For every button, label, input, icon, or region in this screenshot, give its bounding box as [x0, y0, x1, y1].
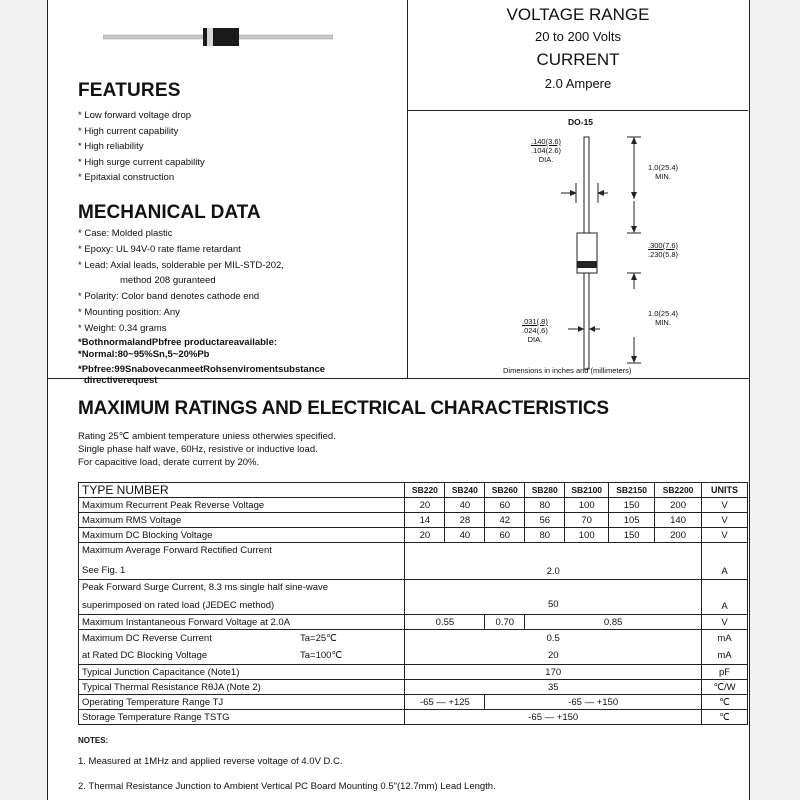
unit-cell: V [702, 498, 748, 513]
table-row [79, 695, 748, 710]
table-row [79, 630, 748, 665]
mechanical-item: *Pbfree:99SnabovecanmeetRohsenviromentsubstance [78, 363, 326, 375]
cell-value-line: 20 [547, 650, 559, 661]
unit-cell: ℃/W [702, 680, 748, 695]
wire-dia-min: .024(.6) [522, 326, 548, 335]
row-label: Storage Temperature Range TSTG [79, 710, 405, 725]
cell-value: 150 [609, 498, 655, 513]
cell-value: -65 — +150 [485, 695, 702, 710]
cell-value [405, 630, 702, 665]
cell-value: 60 [485, 498, 525, 513]
dia-label: DIA. [527, 335, 543, 344]
row-label [79, 543, 405, 580]
mechanical-list [78, 226, 325, 386]
cell-value: 140 [655, 513, 702, 528]
bottom-lead-length [648, 309, 678, 327]
row-label-line: See Fig. 1 [82, 565, 126, 576]
package-outline [408, 111, 748, 377]
mechanical-item: *Normal:80~95%Sn,5~20%Pb [78, 348, 210, 360]
unit-cell: ℃ [702, 695, 748, 710]
row-label: Maximum DC Blocking Voltage [79, 528, 405, 543]
row-label: Typical Thermal Resistance RθJA (Note 2) [79, 680, 405, 695]
body-length-max: .300(7.6) [648, 241, 679, 250]
feature-item: * High reliability [78, 141, 144, 152]
row-label-line: Maximum DC Reverse Current [82, 633, 212, 644]
unit-line: mA [717, 650, 732, 661]
wire-dia-max: .031(.8) [522, 317, 548, 326]
datasheet-page [47, 0, 750, 800]
row-label: Operating Temperature Range TJ [79, 695, 405, 710]
table-row [79, 680, 748, 695]
top-lead-length [648, 163, 678, 181]
cell-value: 50 [405, 580, 702, 615]
units-header: UNITS [702, 483, 748, 498]
cell-value: 80 [525, 498, 565, 513]
cell-value: 170 [405, 665, 702, 680]
mechanical-title: MECHANICAL DATA [78, 202, 261, 223]
cell-value: 100 [565, 498, 609, 513]
mechanical-item: * Case: Molded plastic [78, 228, 173, 239]
cell-value: 14 [405, 513, 445, 528]
package-name: DO-15 [568, 117, 594, 127]
cell-value: 35 [405, 680, 702, 695]
model-header: SB280 [525, 483, 565, 498]
lead-length-value: 1.0(25.4) [648, 309, 679, 318]
feature-item: * Low forward voltage drop [78, 110, 192, 121]
model-header: SB260 [485, 483, 525, 498]
unit-cell: V [702, 528, 748, 543]
model-header: SB2200 [655, 483, 702, 498]
features-list [78, 108, 205, 186]
condition-label: Ta=25℃ [300, 633, 337, 644]
row-label: Maximum Recurrent Peak Reverse Voltage [79, 498, 405, 513]
table-row [79, 615, 748, 630]
cell-value: 0.85 [525, 615, 702, 630]
current-value: 2.0 Ampere [544, 76, 612, 91]
max-ratings-title: MAXIMUM RATINGS AND ELECTRICAL CHARACTERISTICS [78, 398, 609, 419]
unit-cell: ℃ [702, 710, 748, 725]
cell-value: 0.55 [405, 615, 485, 630]
mechanical-item: *BothnormalandPbfree productareavailable: [78, 336, 278, 348]
cell-value: 200 [655, 498, 702, 513]
cell-value: 20 [405, 528, 445, 543]
unit-cell [702, 630, 748, 665]
feature-item: * High surge current capability [78, 156, 205, 168]
cell-value: 100 [565, 528, 609, 543]
row-label [79, 630, 405, 665]
mechanical-item: method 208 guranteed [120, 275, 216, 287]
features-title: FEATURES [78, 80, 181, 101]
unit-cell: V [702, 513, 748, 528]
cell-value: 28 [445, 513, 485, 528]
row-label-line: Peak Forward Surge Current, 8.3 ms single half sine-wave [82, 582, 329, 593]
row-label: Maximum RMS Voltage [79, 513, 405, 528]
cell-value-line: 0.5 [546, 633, 560, 644]
table-row [79, 543, 748, 580]
table-row [79, 528, 748, 543]
dia-label: DIA. [538, 155, 554, 164]
cell-value: 42 [485, 513, 525, 528]
mechanical-item: * Polarity: Color band denotes cathode end [78, 291, 260, 303]
cell-value: -65 — +150 [405, 710, 702, 725]
cell-value: -65 — +125 [405, 695, 485, 710]
table-row [79, 665, 748, 680]
rating-line: For capacitive load, derate current by 20%. [78, 457, 260, 468]
cell-value: 150 [609, 528, 655, 543]
unit-cell: pF [702, 665, 748, 680]
notes-section [78, 736, 496, 792]
feature-item: * Epitaxial construction [78, 172, 175, 183]
cell-value: 40 [445, 528, 485, 543]
unit-cell: V [702, 615, 748, 630]
cell-value: 105 [609, 513, 655, 528]
rating-line: Rating 25℃ ambient temperature uniess otherwies specified. [78, 431, 336, 442]
wire-dia-dimension [522, 317, 548, 344]
rating-conditions [78, 430, 336, 469]
table-row [79, 580, 748, 615]
unit-cell: A [702, 543, 748, 580]
cell-value: 60 [485, 528, 525, 543]
row-label: Typical Junction Capacitance (Note1) [79, 665, 405, 680]
mechanical-item: * Epoxy: UL 94V-0 rate flame retardant [78, 243, 241, 255]
note-item: 2. Thermal Resistance Junction to Ambient Vertical PC Board Mounting 0.5"(12.7mm) Lead Length. [78, 781, 496, 792]
rating-line: Single phase half wave, 60Hz, resistive or inductive load. [78, 444, 318, 455]
lead-length-min: MIN. [655, 318, 671, 327]
mechanical-item: * Mounting position: Any [78, 306, 180, 318]
row-label-line: superimposed on rated load (JEDEC method) [82, 600, 275, 611]
lead-dia-dimension [531, 137, 561, 164]
diode-image [103, 24, 333, 52]
voltage-range-value: 20 to 200 Volts [534, 29, 621, 44]
voltage-range-title: VOLTAGE RANGE [506, 5, 650, 24]
unit-cell: A [702, 580, 748, 615]
table-row [79, 710, 748, 725]
notes-title: NOTES: [78, 736, 109, 745]
cell-value: 56 [525, 513, 565, 528]
cell-value: 40 [445, 498, 485, 513]
lead-dia-min: .104(2.6) [531, 146, 562, 155]
mechanical-item: directiverequest [84, 374, 158, 386]
model-header: SB2100 [565, 483, 609, 498]
type-number-header: TYPE NUMBER [79, 483, 405, 498]
unit-line: mA [717, 633, 732, 644]
cell-value: 70 [565, 513, 609, 528]
model-header: SB240 [445, 483, 485, 498]
model-header: SB220 [405, 483, 445, 498]
cell-value: 200 [655, 528, 702, 543]
lead-dia-max: .140(3.6) [531, 137, 562, 146]
row-label-line: at Rated DC Blocking Voltage [82, 650, 208, 661]
lead-length-value: 1.0(25.4) [648, 163, 679, 172]
cell-value: 80 [525, 528, 565, 543]
lead-length-min: MIN. [655, 172, 671, 181]
note-item: 1. Measured at 1MHz and applied reverse voltage of 4.0V D.C. [78, 756, 343, 767]
current-title: CURRENT [536, 50, 620, 69]
row-label: Maximum Instantaneous Forward Voltage at 2.0A [79, 615, 405, 630]
model-header: SB2150 [609, 483, 655, 498]
row-label-line: Maximum Average Forward Rectified Current [82, 545, 272, 556]
dimensions-caption: Dimensions in inches and (millimeters) [503, 366, 632, 375]
cell-value: 20 [405, 498, 445, 513]
cell-value: 2.0 [405, 543, 702, 580]
table-header-row [79, 483, 748, 498]
condition-label: Ta=100℃ [300, 650, 343, 661]
electrical-characteristics-table [78, 482, 748, 725]
table-row [79, 498, 748, 513]
body-length-min: .230(5.8) [648, 250, 679, 259]
body-length [648, 241, 678, 259]
mechanical-item: * Weight: 0.34 grams [78, 322, 167, 334]
table-row [79, 513, 748, 528]
package-drawing [408, 111, 748, 377]
row-label [79, 580, 405, 615]
mechanical-item: * Lead: Axial leads, solderable per MIL-STD-202, [78, 259, 284, 271]
feature-item: * High current capability [78, 125, 179, 137]
cell-value: 0.70 [485, 615, 525, 630]
